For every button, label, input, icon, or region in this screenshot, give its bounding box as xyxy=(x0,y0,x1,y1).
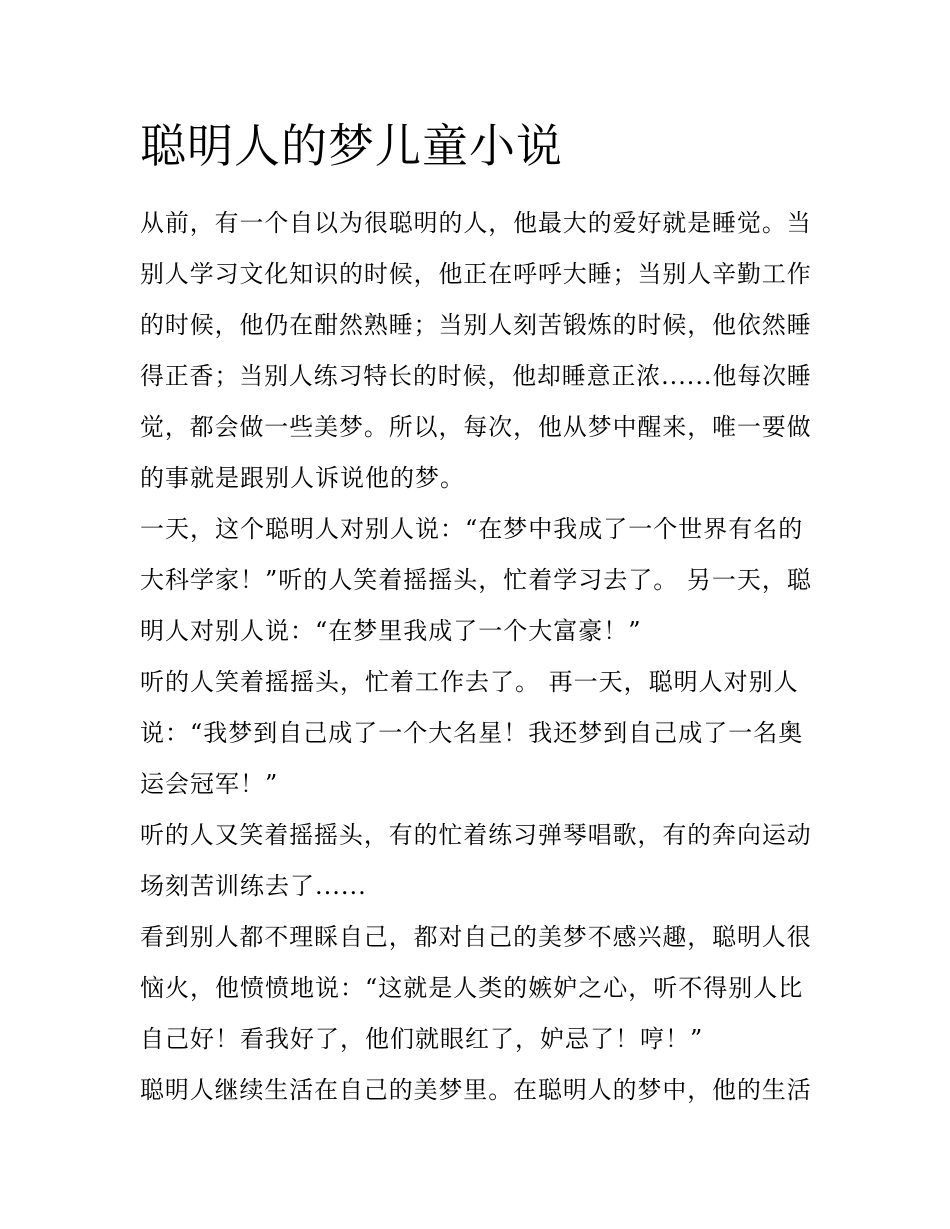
text-line: 聪明人继续生活在自己的美梦里。在聪明人的梦中，他的生活 xyxy=(140,1076,812,1104)
text-line: 看到别人都不理睬自己，都对自己的美梦不感兴趣，聪明人很 xyxy=(140,923,812,951)
text-line: 的事就是跟别人诉说他的梦。 xyxy=(140,464,465,492)
text-line: 场刻苦训练去了...... xyxy=(140,872,367,900)
text-line: 觉，都会做一些美梦。所以，每次，他从梦中醒来，唯一要做 xyxy=(140,413,812,441)
text-line: 的时候，他仍在酣然熟睡；当别人刻苦锻炼的时候，他依然睡 xyxy=(140,311,812,339)
text-line: 恼火，他愤愤地说：“这就是人类的嫉妒之心，听不得别人比 xyxy=(140,974,804,1002)
text-line: 明人对别人说：“在梦里我成了一个大富豪！” xyxy=(140,617,642,645)
text-line: 听的人又笑着摇摇头，有的忙着练习弹琴唱歌，有的奔向运动 xyxy=(140,821,812,849)
text-line: 运会冠军！” xyxy=(140,770,279,798)
document-title: 聪明人的梦儿童小说 xyxy=(140,119,563,173)
text-line: 从前，有一个自以为很聪明的人，他最大的爱好就是睡觉。当 xyxy=(140,209,812,237)
text-line: 说：“我梦到自己成了一个大名星！我还梦到自己成了一名奥 xyxy=(140,719,804,747)
text-line: 听的人笑着摇摇头，忙着工作去了。 再一天，聪明人对别人 xyxy=(140,668,799,696)
text-line: 得正香；当别人练习特长的时候，他却睡意正浓......他每次睡 xyxy=(140,362,812,390)
text-line: 大科学家！”听的人笑着摇摇头，忙着学习去了。 另一天，聪 xyxy=(140,566,812,594)
text-line: 一天，这个聪明人对别人说：“在梦中我成了一个世界有名的 xyxy=(140,515,804,543)
text-line: 自己好！看我好了，他们就眼红了，妒忌了！哼！” xyxy=(140,1025,704,1053)
text-line: 别人学习文化知识的时候，他正在呼呼大睡；当别人辛勤工作 xyxy=(140,260,812,288)
